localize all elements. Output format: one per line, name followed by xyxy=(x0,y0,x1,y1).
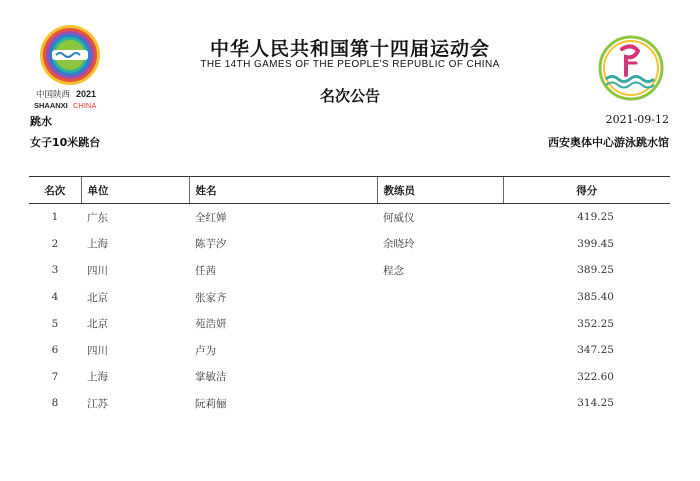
table-row xyxy=(29,310,670,337)
score-cell: 347.25 xyxy=(577,344,614,357)
column-header-unit: 单位 xyxy=(81,177,189,204)
score-cell: 322.60 xyxy=(577,370,614,383)
score-cell: 314.25 xyxy=(577,397,614,410)
coach-cell: 余晓玲 xyxy=(383,238,415,251)
rank-cell: 7 xyxy=(51,370,59,383)
column-header-score: 得分 xyxy=(503,177,670,204)
column-header-name: 姓名 xyxy=(189,177,377,204)
athlete-name-cell: 陈芋汐 xyxy=(195,238,227,251)
coach-cell: 何威仪 xyxy=(383,211,415,224)
rank-cell: 4 xyxy=(51,291,59,304)
athlete-name-cell: 阮莉俪 xyxy=(195,397,227,410)
coach-cell xyxy=(377,390,503,417)
table-row xyxy=(29,364,670,391)
table-row xyxy=(29,257,670,284)
coach-cell xyxy=(377,310,503,337)
svg-text:SHAANXI: SHAANXI xyxy=(34,101,68,110)
rank-cell: 2 xyxy=(51,237,59,250)
svg-text:中国陕西: 中国陕西 xyxy=(36,90,71,100)
venue-name: 西安奥体中心游泳跳水馆 xyxy=(548,136,669,149)
column-header-coach: 教练员 xyxy=(377,177,503,204)
results-table xyxy=(29,176,670,417)
rank-cell: 6 xyxy=(51,344,59,357)
unit-cell: 四川 xyxy=(87,344,108,357)
athlete-name-cell: 苑浩妍 xyxy=(195,318,227,331)
athlete-name-cell: 张家齐 xyxy=(195,291,227,304)
athlete-name-cell: 卢为 xyxy=(195,344,216,357)
table-row xyxy=(29,204,670,231)
games-title: 中华人民共和国第十四届运动会 xyxy=(209,38,490,60)
table-row xyxy=(29,390,670,417)
document-title: 名次公告 xyxy=(319,87,380,105)
table-header-row xyxy=(29,177,670,204)
unit-cell: 北京 xyxy=(87,318,108,331)
unit-cell: 江苏 xyxy=(87,397,108,410)
svg-text:CHINA: CHINA xyxy=(73,101,97,110)
svg-text:2021: 2021 xyxy=(76,89,97,99)
coach-cell xyxy=(377,284,503,311)
athlete-name-cell: 掌敏洁 xyxy=(195,371,227,384)
rank-cell: 8 xyxy=(51,397,59,410)
athlete-name-cell: 任茜 xyxy=(195,264,216,277)
score-cell: 399.45 xyxy=(577,237,614,250)
table-row xyxy=(29,231,670,258)
unit-cell: 广东 xyxy=(87,211,108,224)
event-date: 2021-09-12 xyxy=(605,113,669,126)
score-cell: 352.25 xyxy=(577,317,614,330)
sport-name: 跳水 xyxy=(30,115,52,128)
column-header-rank: 名次 xyxy=(29,177,81,204)
score-cell: 389.25 xyxy=(577,264,614,277)
unit-cell: 四川 xyxy=(87,264,108,277)
event-name: 女子10米跳台 xyxy=(30,136,101,149)
rank-cell: 1 xyxy=(51,211,59,224)
coach-cell: 程念 xyxy=(383,264,404,277)
rank-cell: 3 xyxy=(51,264,59,277)
coach-cell xyxy=(377,337,503,364)
athlete-name-cell: 全红婵 xyxy=(195,211,227,224)
coach-cell xyxy=(377,364,503,391)
unit-cell: 上海 xyxy=(87,238,108,251)
unit-cell: 北京 xyxy=(87,291,108,304)
table-row xyxy=(29,284,670,311)
score-cell: 385.40 xyxy=(577,291,614,304)
table-row xyxy=(29,337,670,364)
score-cell: 419.25 xyxy=(577,211,614,224)
unit-cell: 上海 xyxy=(87,371,108,384)
rank-cell: 5 xyxy=(51,317,59,330)
games-title-english: THE 14TH GAMES OF THE PEOPLE'S REPUBLIC OF CHINA xyxy=(200,59,500,70)
